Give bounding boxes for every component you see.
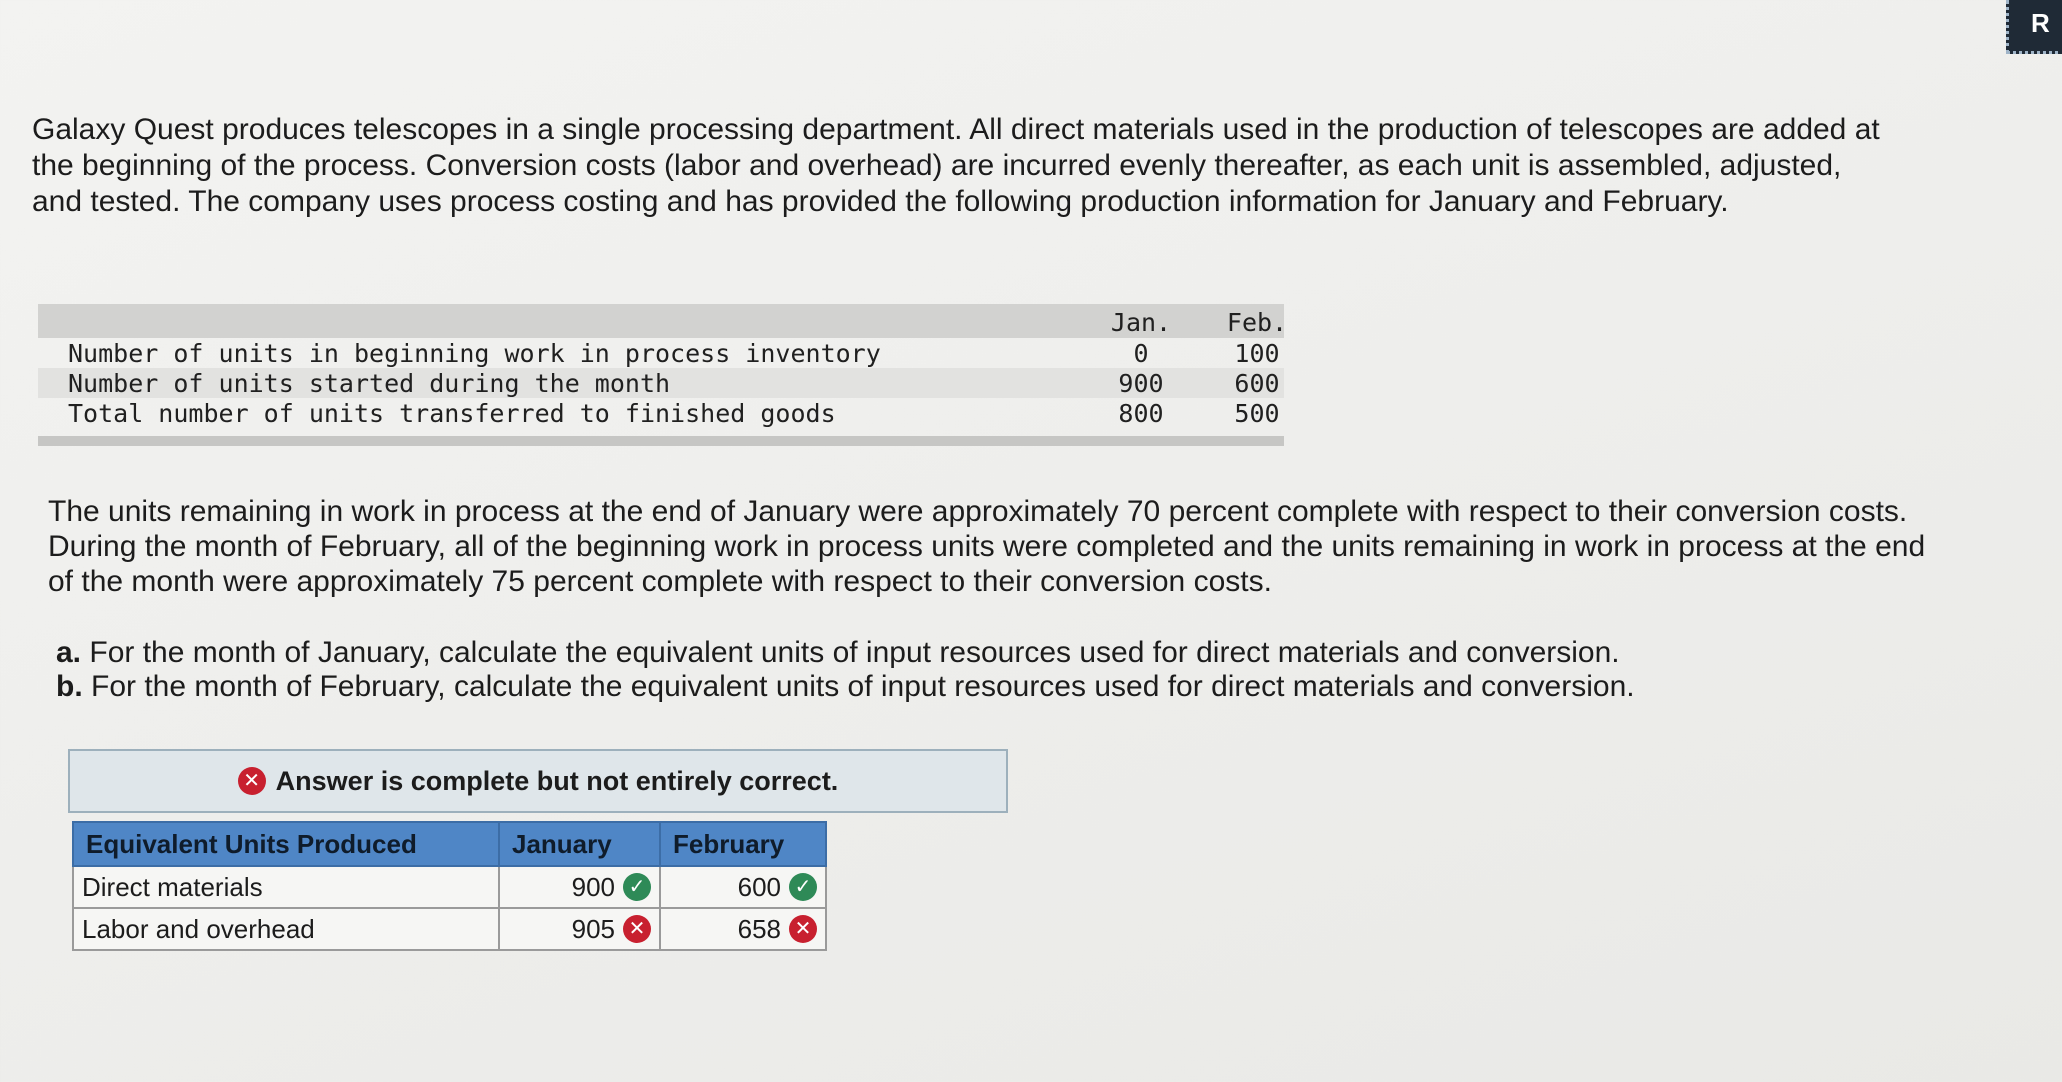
x-circle-icon: ✕ bbox=[623, 915, 651, 943]
january-value: 905 bbox=[571, 913, 615, 944]
production-row bbox=[38, 398, 1284, 428]
february-value: 658 bbox=[737, 913, 781, 944]
feb-value: 600 bbox=[1234, 369, 1280, 398]
problem-intro: Galaxy Quest produces telescopes in a single processing department. All direct materials used in the production of telescopes are added at the beginning of the process. Conversion costs (labor and overhead) are incurred evenly thereafter, as each unit is assembled, adjusted, and tested. The company uses process costing and has provided the following production information for January and February. bbox=[32, 113, 1880, 218]
jan-value: 900 bbox=[1118, 369, 1164, 398]
answer-status-banner bbox=[68, 749, 1008, 813]
header-jan: Jan. bbox=[1110, 308, 1172, 337]
row-label: Number of units started during the month bbox=[68, 369, 671, 398]
question-b bbox=[56, 670, 1635, 704]
column-header: January bbox=[499, 822, 660, 866]
question-list bbox=[56, 636, 1635, 704]
production-row bbox=[38, 338, 1284, 368]
january-value: 900 bbox=[571, 871, 615, 902]
feb-value: 500 bbox=[1234, 399, 1280, 428]
check-circle-icon: ✓ bbox=[623, 873, 651, 901]
production-data-table bbox=[38, 304, 1288, 446]
header-feb: Feb. bbox=[1226, 308, 1288, 337]
column-header: February bbox=[660, 822, 826, 866]
row-label: Total number of units transferred to finished goods bbox=[68, 399, 836, 428]
row-label: Number of units in beginning work in process inventory bbox=[68, 339, 881, 368]
column-header: Equivalent Units Produced bbox=[73, 822, 499, 866]
x-circle-icon: ✕ bbox=[238, 767, 266, 795]
february-cell[interactable] bbox=[660, 866, 826, 908]
production-table-header bbox=[38, 304, 1288, 338]
table-header-row bbox=[73, 822, 826, 866]
jan-value: 0 bbox=[1133, 339, 1149, 368]
table-row bbox=[73, 908, 826, 950]
feb-value: 100 bbox=[1234, 339, 1280, 368]
table-footer-rule bbox=[38, 436, 1284, 446]
question-letter: b. bbox=[56, 670, 83, 703]
question-a bbox=[56, 636, 1635, 670]
table-row bbox=[73, 866, 826, 908]
january-cell[interactable] bbox=[499, 908, 660, 950]
production-row bbox=[38, 368, 1284, 398]
row-label: Direct materials bbox=[73, 866, 499, 908]
corner-button-label: R bbox=[2031, 8, 2050, 38]
banner-text: Answer is complete but not entirely correct. bbox=[275, 765, 839, 796]
jan-value: 800 bbox=[1118, 399, 1164, 428]
question-text: For the month of January, calculate the equivalent units of input resources used for direct materials and conversion. bbox=[89, 636, 1620, 669]
january-cell[interactable] bbox=[499, 866, 660, 908]
x-circle-icon: ✕ bbox=[789, 915, 817, 943]
question-text: For the month of February, calculate the equivalent units of input resources used for direct materials and conversion. bbox=[91, 670, 1635, 703]
february-cell[interactable] bbox=[660, 908, 826, 950]
equivalent-units-table bbox=[72, 821, 827, 951]
row-label: Labor and overhead bbox=[73, 908, 499, 950]
problem-paragraph-2: The units remaining in work in process at the end of January were approximately 70 percent complete with respect to their conversion costs. During the month of February, all of the beginning work in process units were completed and the units remaining in work in process at the end of the month were approximately 75 percent complete with respect to their conversion costs. bbox=[48, 495, 1926, 598]
february-value: 600 bbox=[737, 871, 781, 902]
corner-button[interactable] bbox=[2006, 0, 2062, 54]
question-letter: a. bbox=[56, 636, 82, 669]
check-circle-icon: ✓ bbox=[789, 873, 817, 901]
